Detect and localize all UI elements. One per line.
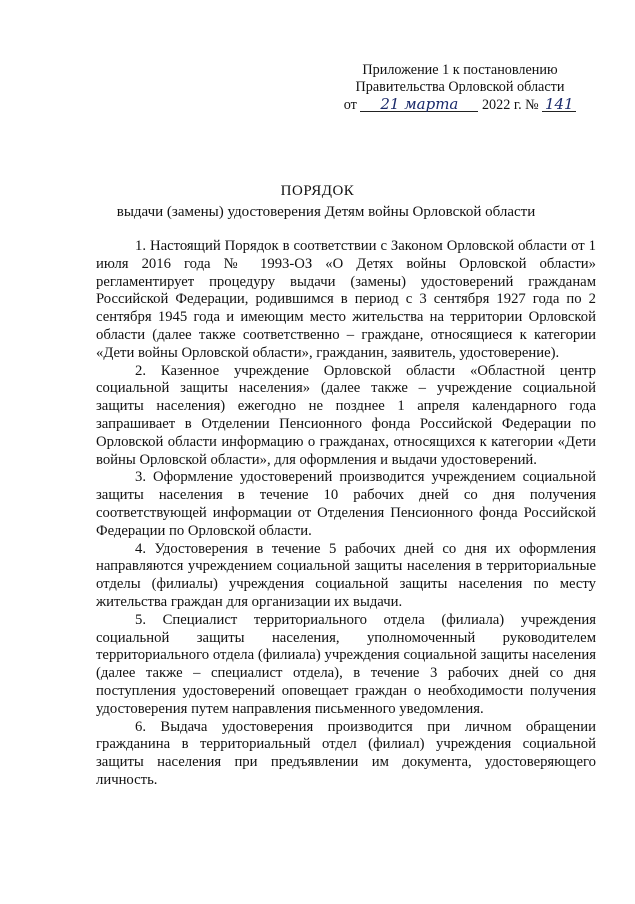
year-number-label: 2022 г. № (481, 96, 539, 113)
handwritten-date: 21 марта (360, 97, 478, 112)
paragraph-1: 1. Настоящий Порядок в соответствии с Законом Орловской области от 1 июля 2016 года № 1993-ОЗ «О Детях войны Орловской области» регламентирует процедуру выдачи (замены) удостоверений гражданам Российской Федерации, родившимся в период с 3 сентября 1927 года по 2 сентября 1945 года и имеющим место жительства на территории Орловской области (далее также соответственно – граждане, относящиеся к категории «Дети войны Орловской области», гражданин, заявитель, удостоверение). (96, 238, 596, 361)
paragraph-6: 6. Выдача удостоверения производится при личном обращении гражданина в территориальный отдел (филиал) учреждения социальной защиты населения при предъявлении им документа, удостоверяющего личность. (96, 718, 596, 788)
annex-header (330, 62, 590, 114)
annex-line-2: Правительства Орловской области (355, 79, 565, 96)
handwritten-number: 141 (542, 97, 576, 112)
paragraph-2: 2. Казенное учреждение Орловской области «Областной центр социальной защиты населения» (далее также – учреждение социальной защиты населения) ежегодно не позднее 1 апреля календарного года запрашивает в Отделении Пенсионного фонда Российской Федерации по Орловской области информацию о гражданах, относящихся к категории «Дети войны Орловской области», для оформления и выдачи удостоверений. (96, 362, 596, 468)
from-label: от (343, 96, 357, 113)
document-subtitle: выдачи (замены) удостоверения Детям войны Орловской области (116, 204, 536, 220)
document-body (96, 238, 596, 790)
document-title: ПОРЯДОК (280, 183, 355, 199)
annex-line-1: Приложение 1 к постановлению (362, 62, 558, 78)
annex-line-3 (330, 94, 590, 114)
paragraph-4: 4. Удостоверения в течение 5 рабочих дней со дня их оформления направляются учреждением социальной защиты населения в территориальные отделы (филиалы) учреждения социальной защиты населения по месту жительства граждан для организации их выдачи. (96, 540, 596, 610)
paragraph-3: 3. Оформление удостоверений производится учреждением социальной защиты населения в течение 10 рабочих дней со дня получения соответствующей информации от Отделения Пенсионного фонда Российской Федерации по Орловской области. (96, 469, 596, 539)
paragraph-5: 5. Специалист территориального отдела (филиала) учреждения социальной защиты населения, уполномоченный руководителем территориального отдела (филиала) учреждения социальной защиты населения (далее также – специалист отдела), в течение 3 рабочих дней со дня поступления удостоверений оповещает граждан о необходимости получения удостоверения путем направления письменного уведомления. (96, 611, 596, 717)
